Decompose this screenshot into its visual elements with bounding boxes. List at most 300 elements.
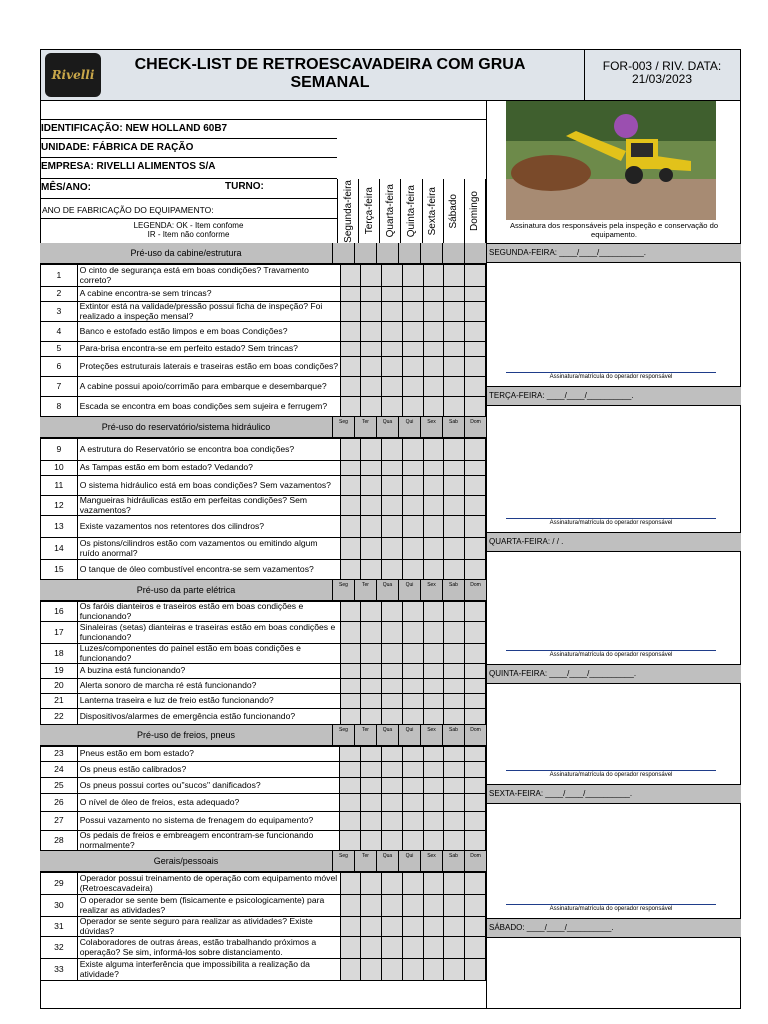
check-cell[interactable] bbox=[402, 265, 423, 287]
check-cell[interactable] bbox=[402, 959, 423, 981]
check-cell[interactable] bbox=[382, 496, 403, 516]
item-number: 29 bbox=[41, 873, 78, 895]
check-cell[interactable] bbox=[382, 461, 403, 476]
check-cell[interactable] bbox=[444, 357, 465, 377]
check-cell[interactable] bbox=[423, 644, 444, 664]
check-cell[interactable] bbox=[402, 342, 423, 357]
check-cell[interactable] bbox=[423, 937, 444, 959]
item-number: 27 bbox=[41, 812, 78, 831]
check-cell[interactable] bbox=[382, 694, 403, 709]
checklist-row bbox=[41, 644, 486, 664]
check-cell[interactable] bbox=[444, 377, 465, 397]
check-cell[interactable] bbox=[423, 476, 444, 496]
day-abbrev: Qui bbox=[398, 417, 420, 437]
checklist-row bbox=[41, 694, 486, 709]
checklist-row bbox=[41, 516, 486, 538]
check-cell[interactable] bbox=[423, 397, 444, 417]
day-abbrev: Dom bbox=[464, 851, 486, 871]
check-cell[interactable] bbox=[444, 287, 465, 302]
check-cell[interactable] bbox=[402, 377, 423, 397]
check-cell[interactable] bbox=[340, 694, 361, 709]
checklist-row bbox=[41, 602, 486, 622]
check-cell[interactable] bbox=[361, 709, 382, 725]
day-header-label: Sexta-feira bbox=[427, 186, 439, 236]
check-cell[interactable] bbox=[382, 560, 403, 580]
check-cell[interactable] bbox=[402, 397, 423, 417]
check-cell[interactable] bbox=[423, 664, 444, 679]
check-cell[interactable] bbox=[465, 895, 486, 917]
check-cell[interactable] bbox=[361, 644, 382, 664]
check-cell[interactable] bbox=[382, 747, 403, 762]
check-cell[interactable] bbox=[444, 778, 465, 794]
check-cell[interactable] bbox=[465, 265, 486, 287]
item-question: Operador possui treinamento de operação com equipamento móvel (Retroescavadeira) bbox=[77, 873, 340, 895]
check-cell[interactable] bbox=[444, 812, 465, 831]
day-abbrev: Sex bbox=[420, 851, 442, 871]
check-cell[interactable] bbox=[382, 644, 403, 664]
check-cell[interactable] bbox=[402, 476, 423, 496]
item-number: 7 bbox=[41, 377, 78, 397]
item-number: 24 bbox=[41, 762, 78, 778]
checklist-row bbox=[41, 747, 486, 762]
check-cell[interactable] bbox=[423, 778, 444, 794]
check-cell[interactable] bbox=[361, 476, 382, 496]
item-number: 13 bbox=[41, 516, 78, 538]
check-cell[interactable] bbox=[361, 538, 382, 560]
check-cell[interactable] bbox=[340, 831, 361, 851]
check-cell[interactable] bbox=[423, 342, 444, 357]
check-cell[interactable] bbox=[465, 516, 486, 538]
check-cell[interactable] bbox=[444, 937, 465, 959]
day-abbrev: Qua bbox=[376, 580, 398, 600]
check-cell[interactable] bbox=[465, 439, 486, 461]
check-cell[interactable] bbox=[382, 516, 403, 538]
check-cell[interactable] bbox=[444, 622, 465, 644]
check-cell[interactable] bbox=[423, 747, 444, 762]
item-question: Sinaleiras (setas) dianteiras e traseiras estão em boas condições e funcionando? bbox=[77, 622, 340, 644]
check-cell[interactable] bbox=[444, 560, 465, 580]
check-cell[interactable] bbox=[444, 747, 465, 762]
check-cell[interactable] bbox=[402, 560, 423, 580]
checklist-row bbox=[41, 342, 486, 357]
check-cell[interactable] bbox=[382, 357, 403, 377]
check-cell[interactable] bbox=[423, 377, 444, 397]
check-cell[interactable] bbox=[361, 831, 382, 851]
item-number: 9 bbox=[41, 439, 78, 461]
check-cell[interactable] bbox=[423, 357, 444, 377]
check-cell[interactable] bbox=[382, 937, 403, 959]
check-cell[interactable] bbox=[361, 812, 382, 831]
check-cell[interactable] bbox=[465, 560, 486, 580]
check-cell[interactable] bbox=[423, 917, 444, 937]
check-cell[interactable] bbox=[361, 322, 382, 342]
check-cell[interactable] bbox=[465, 476, 486, 496]
check-cell[interactable] bbox=[382, 476, 403, 496]
check-cell[interactable] bbox=[382, 895, 403, 917]
check-cell[interactable] bbox=[423, 709, 444, 725]
check-cell[interactable] bbox=[402, 439, 423, 461]
check-cell[interactable] bbox=[361, 265, 382, 287]
check-cell[interactable] bbox=[402, 812, 423, 831]
day-signature-label: QUINTA-FEIRA: ____/____/__________. bbox=[487, 664, 741, 684]
check-cell[interactable] bbox=[465, 709, 486, 725]
check-cell[interactable] bbox=[340, 873, 361, 895]
check-cell[interactable] bbox=[340, 622, 361, 644]
check-cell[interactable] bbox=[465, 602, 486, 622]
item-number: 20 bbox=[41, 679, 78, 694]
check-cell[interactable] bbox=[382, 664, 403, 679]
check-cell[interactable] bbox=[382, 959, 403, 981]
blank-row bbox=[40, 101, 486, 120]
check-cell[interactable] bbox=[361, 664, 382, 679]
check-cell[interactable] bbox=[361, 873, 382, 895]
check-cell[interactable] bbox=[444, 679, 465, 694]
checklist-row bbox=[41, 287, 486, 302]
check-cell[interactable] bbox=[361, 302, 382, 322]
day-abbrev: Sab bbox=[442, 417, 464, 437]
item-question: A estrutura do Reservatório se encontra boa condições? bbox=[77, 439, 340, 461]
check-cell[interactable] bbox=[465, 812, 486, 831]
check-cell[interactable] bbox=[423, 873, 444, 895]
check-cell[interactable] bbox=[465, 664, 486, 679]
check-cell[interactable] bbox=[402, 778, 423, 794]
check-cell[interactable] bbox=[382, 538, 403, 560]
check-cell[interactable] bbox=[382, 302, 403, 322]
item-question: Existe alguma interferência que impossibilita a realização da atividade? bbox=[77, 959, 340, 981]
operator-signature-line[interactable]: Assinatura/matrícula do operador responsável bbox=[506, 518, 716, 527]
check-cell[interactable] bbox=[465, 496, 486, 516]
check-cell[interactable] bbox=[402, 794, 423, 812]
check-cell[interactable] bbox=[402, 747, 423, 762]
item-question: Os pistons/cilindros estão com vazamentos ou emitindo algum ruído anormal? bbox=[77, 538, 340, 560]
day-abbrev bbox=[442, 243, 464, 263]
checklist-row bbox=[41, 664, 486, 679]
check-cell[interactable] bbox=[444, 644, 465, 664]
check-cell[interactable] bbox=[423, 322, 444, 342]
check-cell[interactable] bbox=[402, 287, 423, 302]
check-cell[interactable] bbox=[361, 560, 382, 580]
check-cell[interactable] bbox=[465, 397, 486, 417]
check-cell[interactable] bbox=[444, 895, 465, 917]
check-cell[interactable] bbox=[465, 794, 486, 812]
check-cell[interactable] bbox=[444, 397, 465, 417]
check-cell[interactable] bbox=[465, 937, 486, 959]
check-cell[interactable] bbox=[444, 831, 465, 851]
check-cell[interactable] bbox=[382, 265, 403, 287]
check-cell[interactable] bbox=[444, 265, 465, 287]
check-cell[interactable] bbox=[361, 679, 382, 694]
day-abbrev bbox=[332, 243, 354, 263]
check-cell[interactable] bbox=[340, 959, 361, 981]
day-abbrev: Dom bbox=[464, 580, 486, 600]
check-cell[interactable] bbox=[444, 322, 465, 342]
check-cell[interactable] bbox=[423, 959, 444, 981]
turno: TURNO: bbox=[225, 181, 264, 192]
check-cell[interactable] bbox=[361, 622, 382, 644]
check-cell[interactable] bbox=[382, 602, 403, 622]
day-abbrev bbox=[420, 243, 442, 263]
day-abbrev: Qua bbox=[376, 417, 398, 437]
item-question: Alerta sonoro de marcha ré está funcionando? bbox=[77, 679, 340, 694]
check-cell[interactable] bbox=[361, 439, 382, 461]
check-cell[interactable] bbox=[340, 461, 361, 476]
check-cell[interactable] bbox=[340, 709, 361, 725]
check-cell[interactable] bbox=[423, 516, 444, 538]
check-cell[interactable] bbox=[423, 762, 444, 778]
check-cell[interactable] bbox=[340, 917, 361, 937]
check-cell[interactable] bbox=[382, 322, 403, 342]
check-cell[interactable] bbox=[465, 644, 486, 664]
check-cell[interactable] bbox=[340, 287, 361, 302]
check-cell[interactable] bbox=[361, 461, 382, 476]
check-cell[interactable] bbox=[444, 439, 465, 461]
unidade: UNIDADE: FÁBRICA DE RAÇÃO bbox=[40, 139, 337, 158]
check-cell[interactable] bbox=[340, 895, 361, 917]
check-cell[interactable] bbox=[402, 762, 423, 778]
check-cell[interactable] bbox=[423, 496, 444, 516]
item-number: 16 bbox=[41, 602, 78, 622]
check-cell[interactable] bbox=[423, 895, 444, 917]
check-cell[interactable] bbox=[361, 794, 382, 812]
item-number: 21 bbox=[41, 694, 78, 709]
check-cell[interactable] bbox=[465, 357, 486, 377]
check-cell[interactable] bbox=[340, 265, 361, 287]
day-abbrev: Seg bbox=[332, 580, 354, 600]
check-cell[interactable] bbox=[402, 496, 423, 516]
check-cell[interactable] bbox=[444, 302, 465, 322]
legenda-line-2: IR - Item não conforme bbox=[147, 230, 230, 239]
check-cell[interactable] bbox=[361, 397, 382, 417]
check-cell[interactable] bbox=[444, 476, 465, 496]
day-abbrev: Sab bbox=[442, 851, 464, 871]
check-cell[interactable] bbox=[444, 664, 465, 679]
check-cell[interactable] bbox=[340, 439, 361, 461]
check-cell[interactable] bbox=[382, 873, 403, 895]
check-cell[interactable] bbox=[444, 496, 465, 516]
check-cell[interactable] bbox=[402, 357, 423, 377]
check-cell[interactable] bbox=[465, 538, 486, 560]
check-cell[interactable] bbox=[465, 873, 486, 895]
check-cell[interactable] bbox=[423, 602, 444, 622]
check-cell[interactable] bbox=[340, 476, 361, 496]
check-cell[interactable] bbox=[340, 342, 361, 357]
check-cell[interactable] bbox=[444, 602, 465, 622]
checklist-row bbox=[41, 461, 486, 476]
check-cell[interactable] bbox=[465, 959, 486, 981]
day-header-5 bbox=[444, 179, 465, 243]
check-cell[interactable] bbox=[340, 560, 361, 580]
item-question: Operador se sente seguro para realizar as atividades? Existe dúvidas? bbox=[77, 917, 340, 937]
check-cell[interactable] bbox=[423, 265, 444, 287]
check-cell[interactable] bbox=[444, 694, 465, 709]
item-number: 26 bbox=[41, 794, 78, 812]
check-cell[interactable] bbox=[382, 342, 403, 357]
check-cell[interactable] bbox=[340, 812, 361, 831]
check-cell[interactable] bbox=[382, 287, 403, 302]
check-cell[interactable] bbox=[361, 937, 382, 959]
check-cell[interactable] bbox=[340, 937, 361, 959]
check-cell[interactable] bbox=[444, 709, 465, 725]
operator-signature-line[interactable]: Assinatura/matrícula do operador responsável bbox=[506, 770, 716, 779]
check-cell[interactable] bbox=[382, 831, 403, 851]
check-cell[interactable] bbox=[361, 895, 382, 917]
check-cell[interactable] bbox=[402, 694, 423, 709]
check-cell[interactable] bbox=[361, 377, 382, 397]
check-cell[interactable] bbox=[402, 644, 423, 664]
day-header-2 bbox=[380, 179, 401, 243]
check-cell[interactable] bbox=[340, 516, 361, 538]
check-cell[interactable] bbox=[340, 496, 361, 516]
check-cell[interactable] bbox=[340, 762, 361, 778]
check-cell[interactable] bbox=[402, 622, 423, 644]
check-cell[interactable] bbox=[340, 377, 361, 397]
checklist-row bbox=[41, 812, 486, 831]
check-cell[interactable] bbox=[382, 778, 403, 794]
check-cell[interactable] bbox=[382, 812, 403, 831]
check-cell[interactable] bbox=[340, 778, 361, 794]
check-cell[interactable] bbox=[465, 831, 486, 851]
check-cell[interactable] bbox=[423, 560, 444, 580]
check-cell[interactable] bbox=[423, 287, 444, 302]
check-cell[interactable] bbox=[444, 917, 465, 937]
check-cell[interactable] bbox=[340, 397, 361, 417]
check-cell[interactable] bbox=[340, 357, 361, 377]
check-cell[interactable] bbox=[402, 516, 423, 538]
identificacao: IDENTIFICAÇÃO: NEW HOLLAND 60B7 bbox=[40, 120, 337, 139]
operator-signature-line[interactable]: Assinatura/matrícula do operador responsável bbox=[506, 372, 716, 381]
check-cell[interactable] bbox=[465, 322, 486, 342]
check-cell[interactable] bbox=[402, 895, 423, 917]
check-cell[interactable] bbox=[423, 679, 444, 694]
check-cell[interactable] bbox=[465, 694, 486, 709]
legenda-row bbox=[40, 218, 337, 219]
check-cell[interactable] bbox=[465, 762, 486, 778]
check-cell[interactable] bbox=[340, 747, 361, 762]
check-cell[interactable] bbox=[340, 794, 361, 812]
check-cell[interactable] bbox=[382, 397, 403, 417]
item-question: Luzes/componentes do painel estão em boas condições e funcionando? bbox=[77, 644, 340, 664]
check-cell[interactable] bbox=[361, 778, 382, 794]
check-cell[interactable] bbox=[444, 959, 465, 981]
check-cell[interactable] bbox=[465, 747, 486, 762]
check-cell[interactable] bbox=[423, 439, 444, 461]
check-cell[interactable] bbox=[402, 709, 423, 725]
check-cell[interactable] bbox=[444, 794, 465, 812]
checklist-row bbox=[41, 560, 486, 580]
check-cell[interactable] bbox=[402, 679, 423, 694]
check-cell[interactable] bbox=[423, 812, 444, 831]
check-cell[interactable] bbox=[402, 917, 423, 937]
check-cell[interactable] bbox=[361, 357, 382, 377]
operator-signature-line[interactable]: Assinatura/matrícula do operador responsável bbox=[506, 904, 716, 913]
check-cell[interactable] bbox=[423, 461, 444, 476]
check-cell[interactable] bbox=[340, 679, 361, 694]
check-cell[interactable] bbox=[465, 622, 486, 644]
check-cell[interactable] bbox=[444, 516, 465, 538]
operator-signature-line[interactable]: Assinatura/matrícula do operador responsável bbox=[506, 650, 716, 659]
item-question: Escada se encontra em boas condições sem sujeira e ferrugem? bbox=[77, 397, 340, 417]
check-cell[interactable] bbox=[382, 679, 403, 694]
check-cell[interactable] bbox=[423, 622, 444, 644]
checklist-row bbox=[41, 496, 486, 516]
check-cell[interactable] bbox=[423, 302, 444, 322]
item-question: O nível de óleo de freios, esta adequado? bbox=[77, 794, 340, 812]
check-cell[interactable] bbox=[444, 873, 465, 895]
check-cell[interactable] bbox=[361, 496, 382, 516]
check-cell[interactable] bbox=[402, 937, 423, 959]
check-cell[interactable] bbox=[465, 679, 486, 694]
check-cell[interactable] bbox=[382, 917, 403, 937]
check-cell[interactable] bbox=[361, 287, 382, 302]
check-cell[interactable] bbox=[444, 342, 465, 357]
check-cell[interactable] bbox=[361, 747, 382, 762]
check-cell[interactable] bbox=[402, 538, 423, 560]
check-cell[interactable] bbox=[423, 831, 444, 851]
check-cell[interactable] bbox=[340, 538, 361, 560]
check-cell[interactable] bbox=[444, 762, 465, 778]
check-cell[interactable] bbox=[340, 322, 361, 342]
item-question: Mangueiras hidráulicas estão em perfeitas condições? Sem vazamentos? bbox=[77, 496, 340, 516]
check-cell[interactable] bbox=[361, 602, 382, 622]
check-cell[interactable] bbox=[361, 917, 382, 937]
check-cell[interactable] bbox=[361, 762, 382, 778]
check-cell[interactable] bbox=[382, 377, 403, 397]
check-cell[interactable] bbox=[340, 602, 361, 622]
check-cell[interactable] bbox=[402, 873, 423, 895]
check-cell[interactable] bbox=[340, 664, 361, 679]
check-cell[interactable] bbox=[402, 302, 423, 322]
checklist bbox=[40, 243, 486, 981]
check-cell[interactable] bbox=[465, 461, 486, 476]
check-cell[interactable] bbox=[361, 959, 382, 981]
item-number: 28 bbox=[41, 831, 78, 851]
check-cell[interactable] bbox=[465, 342, 486, 357]
day-abbrev: Seg bbox=[332, 851, 354, 871]
check-cell[interactable] bbox=[423, 694, 444, 709]
checklist-row bbox=[41, 357, 486, 377]
item-number: 8 bbox=[41, 397, 78, 417]
check-cell[interactable] bbox=[382, 762, 403, 778]
check-cell[interactable] bbox=[465, 917, 486, 937]
check-cell[interactable] bbox=[465, 377, 486, 397]
check-cell[interactable] bbox=[465, 287, 486, 302]
check-cell[interactable] bbox=[402, 831, 423, 851]
check-cell[interactable] bbox=[423, 794, 444, 812]
check-cell[interactable] bbox=[402, 461, 423, 476]
item-number: 22 bbox=[41, 709, 78, 725]
check-cell[interactable] bbox=[402, 602, 423, 622]
check-cell[interactable] bbox=[361, 342, 382, 357]
check-cell[interactable] bbox=[382, 794, 403, 812]
check-cell[interactable] bbox=[465, 302, 486, 322]
check-cell[interactable] bbox=[382, 622, 403, 644]
check-cell[interactable] bbox=[361, 694, 382, 709]
check-cell[interactable] bbox=[465, 778, 486, 794]
check-cell[interactable] bbox=[444, 461, 465, 476]
check-cell[interactable] bbox=[361, 516, 382, 538]
check-cell[interactable] bbox=[340, 302, 361, 322]
check-cell[interactable] bbox=[423, 538, 444, 560]
check-cell[interactable] bbox=[444, 538, 465, 560]
day-abbrev: Seg bbox=[332, 417, 354, 437]
check-cell[interactable] bbox=[402, 322, 423, 342]
check-cell[interactable] bbox=[340, 644, 361, 664]
check-cell[interactable] bbox=[402, 664, 423, 679]
check-cell[interactable] bbox=[382, 709, 403, 725]
checklist-row bbox=[41, 439, 486, 461]
check-cell[interactable] bbox=[382, 439, 403, 461]
day-abbrev: Dom bbox=[464, 725, 486, 745]
